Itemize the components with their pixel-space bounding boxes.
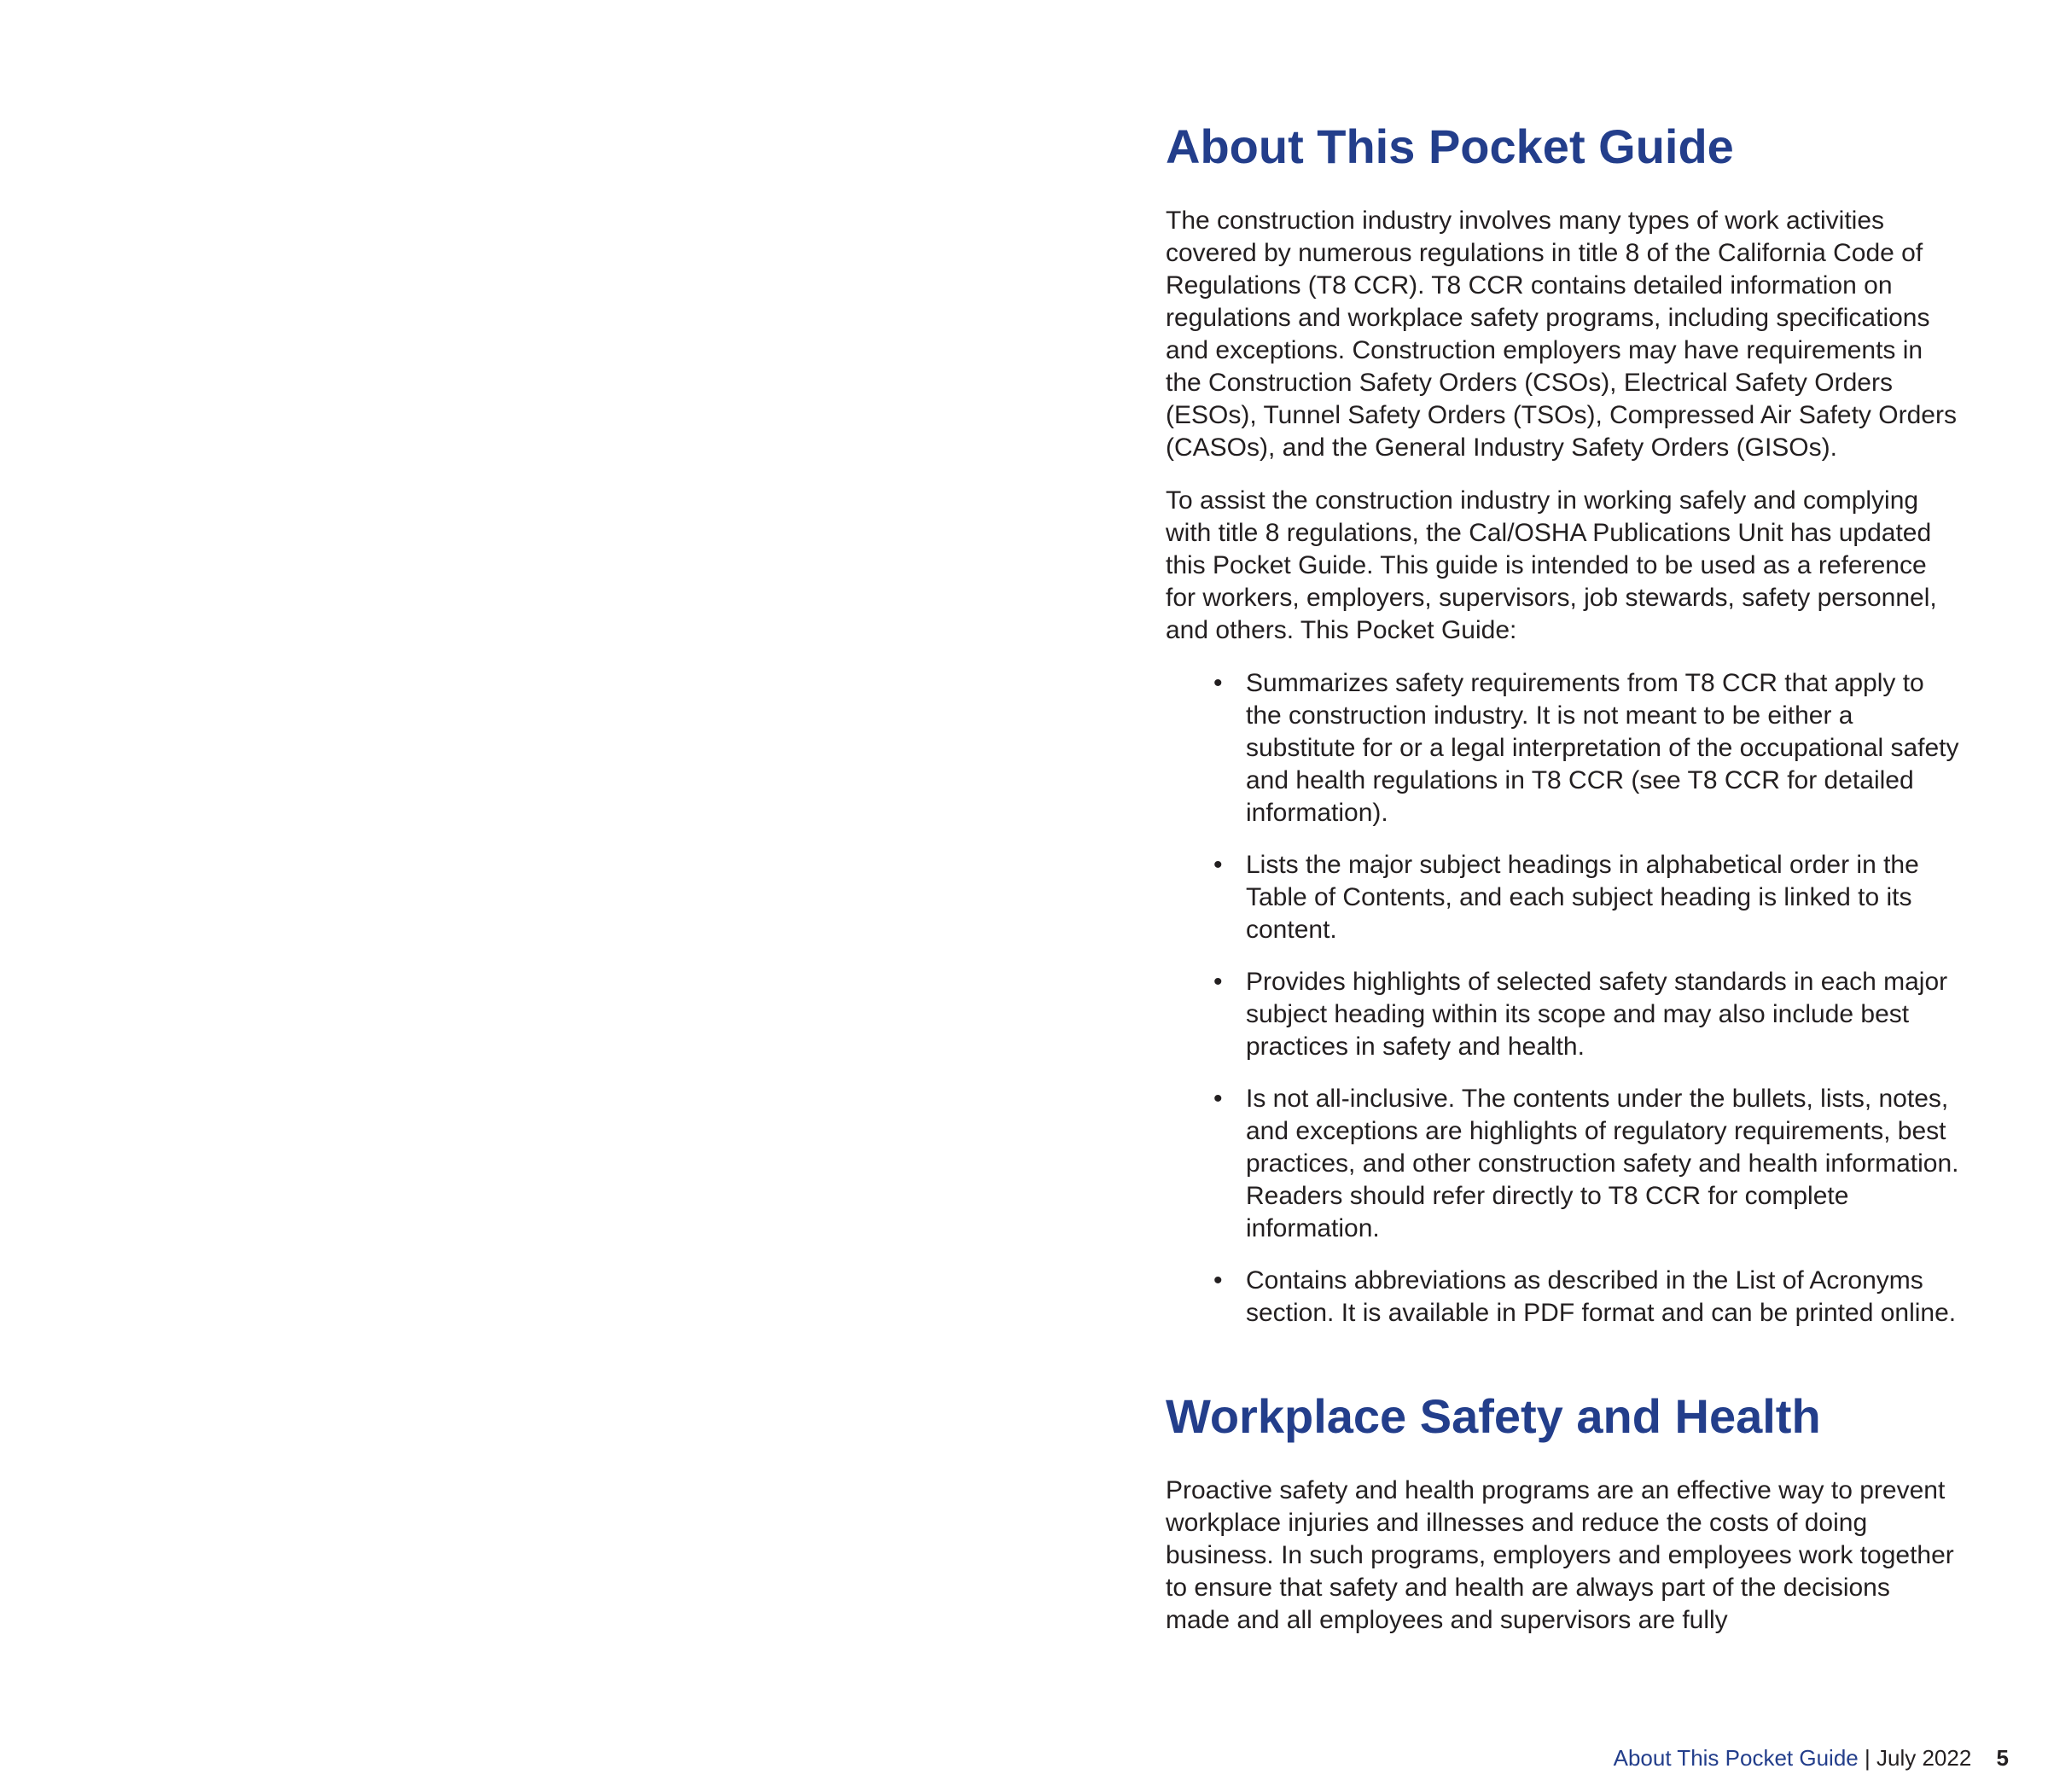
purpose-paragraph: To assist the construction industry in working safely and complying with title 8 regulations, the Cal/OSHA Publications Unit has updated this Pocket Guide. This guide is intended to be used as a reference for workers, employers, supervisors, job stewards, safety personnel, and others. This Pocket Guide: — [1166, 486, 1937, 644]
list-item — [1166, 1083, 1959, 1245]
page-content — [1166, 116, 1959, 1637]
footer-date: July 2022 — [1876, 1745, 1972, 1771]
footer-separator: | — [1864, 1745, 1871, 1771]
list-item-text: Summarizes safety requirements from T8 CCR that apply to the construction industry. It is not meant to be either a substitute for or a legal interpretation of the occupational safety and health regulations in T8 CCR (see T8 CCR for detailed information). — [1246, 669, 1959, 827]
section-heading-about: About This Pocket Guide — [1166, 119, 1734, 173]
list-item-text: Provides highlights of selected safety standards in each major subject heading within its scope and may also include best practices in safety and health. — [1246, 968, 1948, 1061]
list-item-text: Lists the major subject headings in alphabetical order in the Table of Contents, and each subject heading is linked to its content. — [1246, 851, 1919, 944]
page-number: 5 — [1996, 1745, 2009, 1771]
list-item — [1166, 966, 1959, 1063]
bullet-marker: • — [1213, 851, 1223, 879]
bullet-marker: • — [1213, 968, 1223, 996]
page-footer — [1614, 1744, 2009, 1772]
list-item — [1166, 667, 1959, 829]
bullet-marker: • — [1213, 1266, 1223, 1295]
guide-features-list — [1166, 667, 1959, 1329]
bullet-marker: • — [1213, 669, 1223, 697]
footer-section-title: About This Pocket Guide — [1613, 1745, 1859, 1771]
list-item — [1166, 1265, 1959, 1329]
intro-paragraph: The construction industry involves many types of work activities covered by numerous regulations in title 8 of the California Code of Regulations (T8 CCR). T8 CCR contains detailed information on regulations and workplace safety programs, including specifications and exceptions. Construction employers may have requirements in the Construction Safety Orders (CSOs), Electrical Safety Orders (ESOs), Tunnel Safety Orders (TSOs), Compressed Air Safety Orders (CASOs), and the General Industry Safety Orders (GISOs). — [1166, 207, 1957, 462]
list-item-text: Is not all-inclusive. The contents under the bullets, lists, notes, and exceptions are highlights of regulatory requirements, best practices, and other construction safety and health information. Readers should refer directly to T8 CCR for complete information. — [1246, 1085, 1959, 1242]
list-item — [1166, 849, 1959, 946]
workplace-safety-paragraph: Proactive safety and health programs are an effective way to prevent workplace injuries and illnesses and reduce the costs of doing business. In such programs, employers and employees work together to ensure that safety and health are always part of the decisions made and all employees and supervisors are fully — [1166, 1476, 1954, 1634]
bullet-marker: • — [1213, 1085, 1223, 1113]
section-heading-workplace-safety: Workplace Safety and Health — [1166, 1389, 1821, 1443]
list-item-text: Contains abbreviations as described in the List of Acronyms section. It is available in PDF format and can be printed online. — [1246, 1266, 1957, 1327]
